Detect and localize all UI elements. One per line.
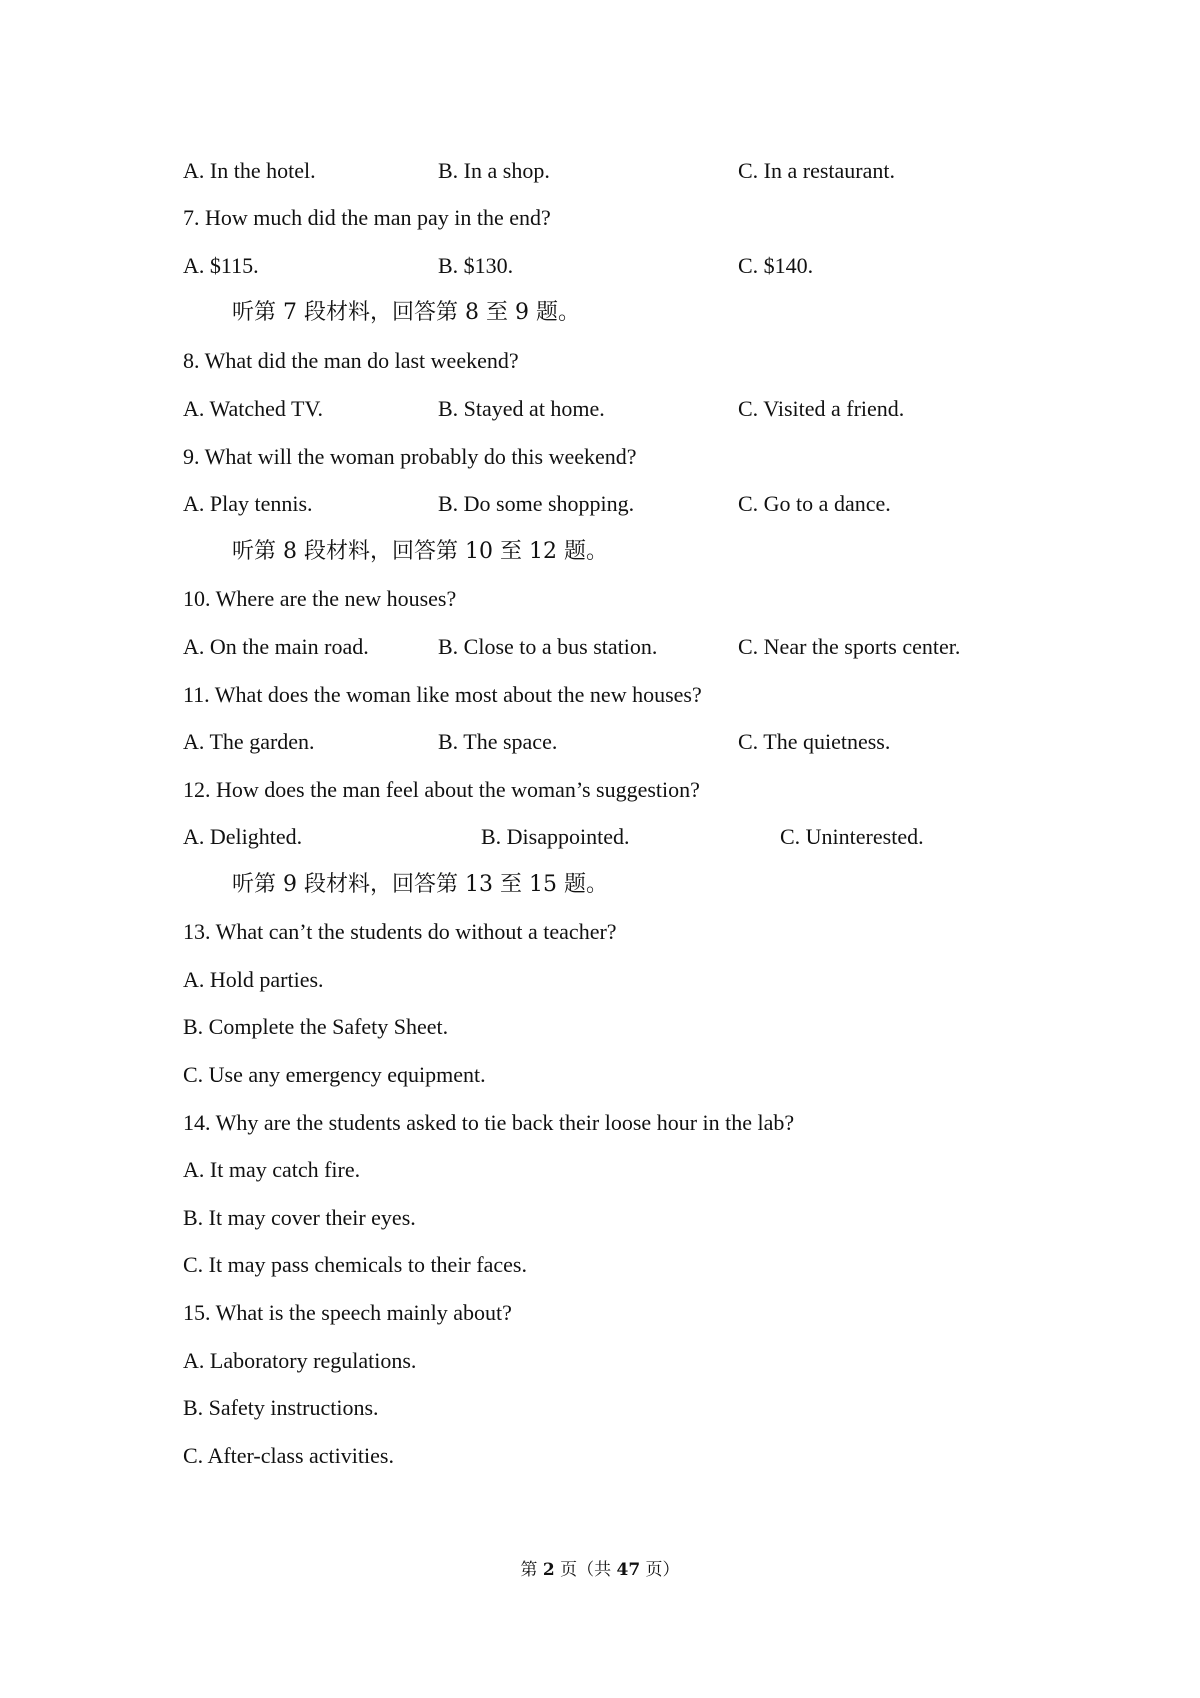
footer-total-pages: 47	[616, 1560, 641, 1580]
q7-question: 7. How much did the man pay in the end?	[183, 205, 551, 230]
footer-middle: 页（共	[554, 1560, 617, 1580]
q14-option-b: B. It may cover their eyes.	[183, 1205, 416, 1230]
q10-question: 10. Where are the new houses?	[183, 586, 457, 611]
q14-option-a: A. It may catch fire.	[183, 1157, 361, 1182]
q8-option-c: C. Visited a friend.	[738, 396, 905, 421]
q7-option-c: C. $140.	[738, 253, 814, 278]
q7-option-b: B. $130.	[438, 253, 514, 278]
q15-question: 15. What is the speech mainly about?	[183, 1300, 512, 1325]
section-9-instruction: 听第 9 段材料，回答第 13 至 15 题。	[232, 872, 608, 897]
section-7-instruction: 听第 7 段材料，回答第 8 至 9 题。	[232, 300, 580, 325]
footer-prefix: 第	[520, 1560, 543, 1580]
q8-option-b: B. Stayed at home.	[438, 396, 605, 421]
q15-option-b: B. Safety instructions.	[183, 1395, 379, 1420]
q9-option-a: A. Play tennis.	[183, 491, 313, 516]
q8-options	[183, 395, 1083, 423]
q15-option-c: C. After-class activities.	[183, 1443, 394, 1468]
q10-option-a: A. On the main road.	[183, 634, 369, 659]
q13-question: 13. What can’t the students do without a teacher?	[183, 919, 617, 944]
footer-suffix: 页）	[640, 1560, 680, 1580]
q15-option-a: A. Laboratory regulations.	[183, 1348, 417, 1373]
q12-question: 12. How does the man feel about the woman’s suggestion?	[183, 777, 700, 802]
q10-option-b: B. Close to a bus station.	[438, 634, 658, 659]
q8-question: 8. What did the man do last weekend?	[183, 348, 519, 373]
q14-option-c: C. It may pass chemicals to their faces.	[183, 1252, 527, 1277]
section-8-instruction: 听第 8 段材料，回答第 10 至 12 题。	[232, 539, 608, 564]
q13-option-c: C. Use any emergency equipment.	[183, 1062, 486, 1087]
q12-option-c: C. Uninterested.	[780, 824, 924, 849]
q13-option-a: A. Hold parties.	[183, 967, 324, 992]
page-footer	[0, 1558, 1200, 1582]
q11-question: 11. What does the woman like most about the new houses?	[183, 682, 702, 707]
q12-options	[183, 823, 1083, 851]
q7-options	[183, 252, 1083, 280]
q13-option-b: B. Complete the Safety Sheet.	[183, 1014, 449, 1039]
q7-option-a: A. $115.	[183, 253, 259, 278]
q12-option-b: B. Disappointed.	[481, 824, 630, 849]
q9-question: 9. What will the woman probably do this weekend?	[183, 444, 637, 469]
q6-option-b: B. In a shop.	[438, 158, 550, 183]
q6-options	[183, 157, 1083, 185]
q9-option-b: B. Do some shopping.	[438, 491, 635, 516]
q11-option-c: C. The quietness.	[738, 729, 891, 754]
q6-option-c: C. In a restaurant.	[738, 158, 895, 183]
footer-page-number: 2	[542, 1560, 555, 1580]
q11-option-a: A. The garden.	[183, 729, 315, 754]
q14-question: 14. Why are the students asked to tie back their loose hour in the lab?	[183, 1110, 795, 1135]
q10-options	[183, 633, 1083, 661]
q9-option-c: C. Go to a dance.	[738, 491, 891, 516]
q9-options	[183, 490, 1083, 518]
q11-options	[183, 728, 1083, 756]
q8-option-a: A. Watched TV.	[183, 396, 323, 421]
q11-option-b: B. The space.	[438, 729, 558, 754]
q6-option-a: A. In the hotel.	[183, 158, 316, 183]
q12-option-a: A. Delighted.	[183, 824, 303, 849]
q10-option-c: C. Near the sports center.	[738, 634, 961, 659]
